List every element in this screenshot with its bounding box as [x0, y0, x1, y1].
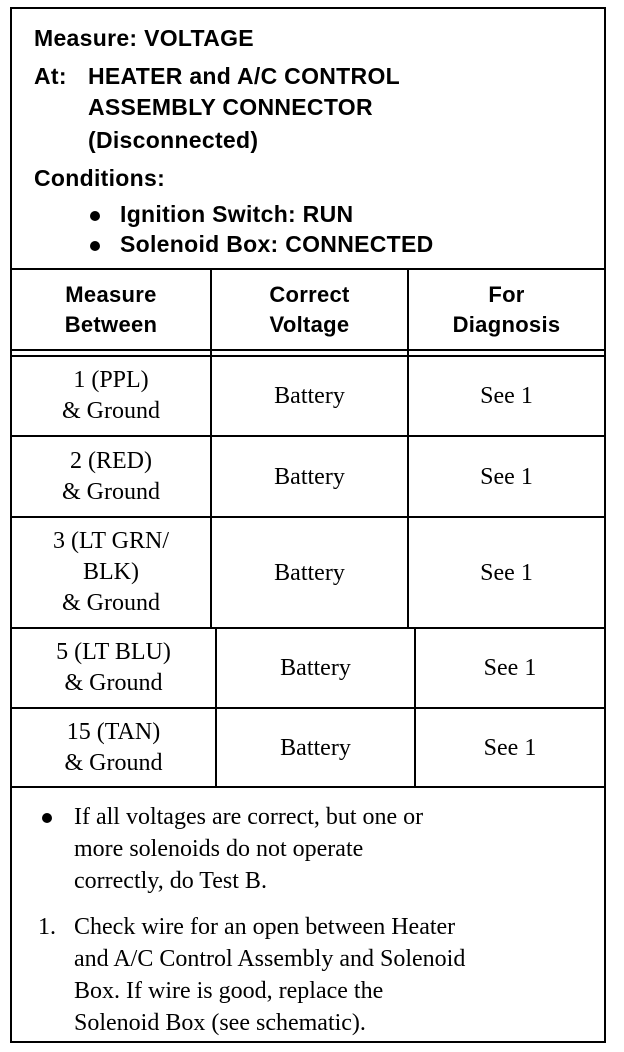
- column-header-measure-between: Measure Between: [64, 281, 158, 337]
- conditions-label: Conditions:: [34, 165, 166, 191]
- condition-item: Ignition Switch: RUN: [120, 201, 354, 227]
- table-row-measure: 5 (LT BLU) & Ground: [56, 639, 171, 696]
- note-line: Box. If wire is good, replace the: [74, 978, 384, 1004]
- table-row-diagnosis: See 1: [483, 734, 537, 761]
- note-line: and A/C Control Assembly and Solenoid: [74, 946, 466, 972]
- note-line: Solenoid Box (see schematic).: [74, 1010, 366, 1036]
- table-row-diagnosis: See 1: [480, 383, 533, 409]
- note-line: If all voltages are correct, but one or: [74, 804, 424, 830]
- table-row-diagnosis: See 1: [480, 463, 533, 490]
- at-label: At:: [34, 63, 67, 89]
- at-line: ASSEMBLY CONNECTOR: [88, 94, 373, 120]
- divider: [12, 349, 604, 351]
- note-number: 1.: [38, 914, 56, 940]
- divider: [12, 786, 604, 788]
- table-row-measure: 3 (LT GRN/ BLK) & Ground: [52, 528, 169, 616]
- condition-item: Solenoid Box: CONNECTED: [120, 231, 434, 257]
- at-line: HEATER and A/C CONTROL: [88, 63, 400, 89]
- diagnostic-chart: [10, 7, 606, 1043]
- table-row-voltage: Battery: [280, 655, 351, 681]
- test-header: [12, 9, 604, 268]
- bullet-icon: [90, 241, 100, 251]
- bullet-icon: [90, 211, 100, 221]
- table-row-measure: 1 (PPL) & Ground: [62, 367, 160, 424]
- note-line: more solenoids do not operate: [74, 836, 364, 862]
- table-row-diagnosis: See 1: [480, 559, 533, 586]
- table-row-voltage: Battery: [274, 383, 345, 409]
- column-header-for-diagnosis: For Diagnosis: [452, 281, 561, 337]
- table-row-measure: 15 (TAN) & Ground: [64, 718, 163, 776]
- at-line: (Disconnected): [88, 127, 259, 153]
- bullet-icon: [42, 813, 52, 823]
- table-row-voltage: Battery: [280, 734, 351, 761]
- table-row-voltage: Battery: [274, 559, 345, 586]
- table-row-diagnosis: See 1: [483, 655, 537, 681]
- note-line: correctly, do Test B.: [74, 868, 267, 894]
- note-line: Check wire for an open between Heater: [74, 914, 456, 940]
- table-row-voltage: Battery: [274, 463, 345, 490]
- table-row-measure: 2 (RED) & Ground: [62, 447, 160, 505]
- column-header-correct-voltage: Correct Voltage: [269, 281, 350, 337]
- measure-label: Measure: VOLTAGE: [34, 25, 254, 51]
